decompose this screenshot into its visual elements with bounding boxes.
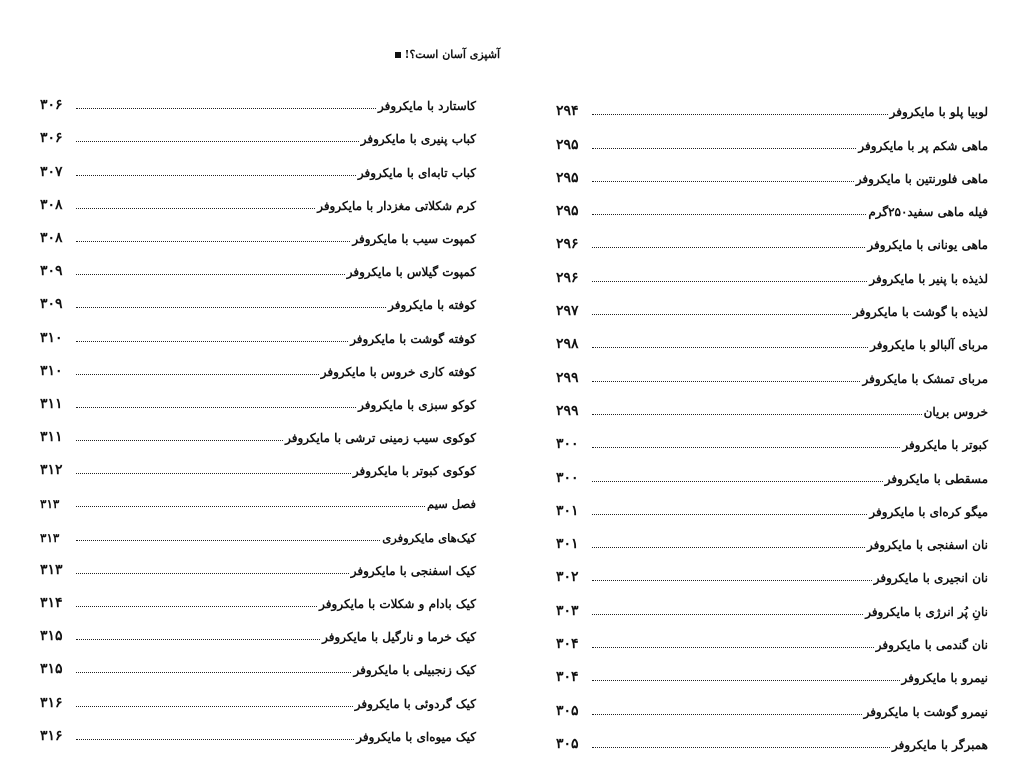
toc-entry-title: کیک زنجبیلی با مایکروفر (353, 663, 476, 678)
toc-entry-title: مربای تمشک با مایکروفر (862, 371, 988, 386)
toc-entry-title: خروس بریان (923, 404, 988, 419)
toc-entry-page-number: ۳۰۹ (40, 296, 63, 313)
dot-leader (592, 647, 874, 648)
toc-entry-page-number: ۲۹۶ (556, 269, 579, 286)
toc-entry-title: مسقطی با مایکروفر (884, 471, 988, 486)
dot-leader (76, 307, 386, 308)
toc-entry[interactable] (40, 146, 476, 179)
toc-entry-title: فصل سیم (427, 497, 476, 512)
toc-entry-page-number: ۳۱۲ (40, 462, 63, 479)
dot-leader (76, 606, 317, 607)
toc-entry-title: کوکوی سیب زمینی ترشی با مایکروفر (285, 431, 476, 446)
toc-entry-title: کیک اسفنجی با مایکروفر (350, 563, 476, 578)
toc-entry[interactable] (40, 279, 476, 312)
toc-entry-title: میگو کره‌ای با مایکروفر (869, 504, 988, 519)
toc-entry-page-number: ۳۰۳ (556, 602, 579, 619)
dot-leader (76, 540, 380, 541)
toc-entry-title: کرم شکلاتی مغزدار با مایکروفر (317, 198, 476, 213)
dot-leader (76, 639, 320, 640)
toc-column-left (40, 80, 476, 744)
dot-leader (592, 580, 872, 581)
toc-section-heading[interactable] (40, 478, 476, 511)
dot-leader (76, 175, 356, 176)
toc-entry[interactable] (556, 186, 988, 219)
dot-leader (76, 573, 349, 574)
toc-entry-page-number: ۳۰۵ (556, 702, 579, 719)
toc-entry[interactable] (40, 246, 476, 279)
toc-section-heading[interactable] (40, 511, 476, 544)
dot-leader (76, 473, 351, 474)
toc-entry-page-number: ۳۱۴ (40, 595, 63, 611)
toc-entry-title: کاستارد با مایکروفر (377, 99, 476, 114)
toc-entry-page-number: ۳۱۵ (40, 628, 63, 645)
toc-entry[interactable] (556, 419, 988, 452)
toc-entry-page-number: ۲۹۹ (556, 402, 579, 419)
toc-entry-title: نانِ پُر انرژی با مایکروفر (865, 604, 988, 619)
toc-entry-title: کوکوی کبوتر با مایکروفر (352, 464, 476, 479)
dot-leader (76, 208, 315, 209)
toc-entry-page-number: ۳۱۶ (40, 727, 63, 744)
toc-entry-title: ماهی شکم پر با مایکروفر (858, 138, 988, 153)
toc-entry[interactable] (556, 386, 988, 419)
toc-entry[interactable] (556, 86, 988, 119)
toc-entry-title: لذیذه با پنیر با مایکروفر (869, 271, 988, 286)
toc-entry[interactable] (556, 619, 988, 652)
toc-entry-page-number: ۲۹۸ (556, 336, 579, 353)
toc-column-right (556, 86, 988, 752)
dot-leader (76, 739, 354, 740)
toc-entry-title: کوفته با مایکروفر (388, 298, 476, 313)
toc-entry[interactable] (40, 711, 476, 744)
toc-entry-title: مربای آلبالو با مایکروفر (870, 338, 988, 353)
dot-leader (76, 341, 348, 342)
toc-entry-page-number: ۳۰۵ (556, 735, 579, 752)
toc-entry-title: لذیذه با گوشت با مایکروفر (852, 305, 988, 320)
dot-leader (592, 247, 865, 248)
toc-entry[interactable] (556, 719, 988, 752)
dot-leader (592, 614, 863, 615)
toc-entry-title: کیک گردوئی با مایکروفر (354, 696, 476, 711)
toc-entry[interactable] (556, 219, 988, 252)
toc-entry[interactable] (40, 379, 476, 412)
dot-leader (592, 214, 866, 215)
dot-leader (592, 547, 865, 548)
toc-entry-page-number: ۲۹۵ (556, 136, 579, 153)
toc-entry-title: لوبیا پلو با مایکروفر (889, 105, 988, 120)
toc-entry-title: کباب پنیری با مایکروفر (360, 132, 476, 147)
toc-entry[interactable] (40, 644, 476, 677)
dot-leader (76, 274, 345, 275)
header-title: آشپزی آسان است؟! (404, 48, 500, 61)
toc-entry-title: کوفته گوشت با مایکروفر (350, 331, 476, 346)
toc-entry-title: نیمرو با مایکروفر (901, 671, 988, 686)
toc-entry-page-number: ۳۰۸ (40, 229, 63, 246)
toc-entry-page-number: ۳۰۰ (556, 436, 579, 453)
toc-entry-title: نان اسفنجی با مایکروفر (867, 538, 988, 553)
toc-entry[interactable] (556, 519, 988, 552)
toc-entry-title: فیله ماهی سفید۲۵۰گرم (868, 205, 988, 220)
toc-entry-page-number: ۲۹۹ (556, 369, 579, 386)
toc-entry-page-number: ۳۱۱ (40, 429, 63, 446)
toc-entry[interactable] (40, 312, 476, 345)
dot-leader (592, 347, 868, 348)
dot-leader (76, 407, 356, 408)
toc-entry-page-number: ۳۰۴ (556, 669, 579, 686)
dot-leader (592, 414, 922, 415)
dot-leader (592, 514, 867, 515)
toc-entry-title: کیک خرما و نارگیل با مایکروفر (322, 630, 476, 645)
toc-entry-page-number: ۳۰۶ (40, 130, 63, 147)
toc-entry-title: کمپوت سیب با مایکروفر (352, 231, 476, 246)
toc-entry-page-number: ۲۹۴ (556, 103, 579, 120)
toc-entry-title: نان انجیری با مایکروفر (873, 571, 988, 586)
toc-entry[interactable] (556, 452, 988, 485)
toc-entry[interactable] (556, 153, 988, 186)
toc-entry[interactable] (40, 545, 476, 578)
dot-leader (592, 381, 860, 382)
toc-entry[interactable] (40, 346, 476, 379)
toc-entry-title: ماهی فلورنتین با مایکروفر (855, 171, 988, 186)
dot-leader (592, 481, 883, 482)
toc-entry[interactable] (556, 352, 988, 385)
dot-leader (592, 714, 862, 715)
dot-leader (592, 680, 900, 681)
toc-entry-page-number: ۲۹۷ (556, 303, 579, 320)
toc-entry[interactable] (40, 113, 476, 146)
toc-entry-title: کمپوت گیلاس با مایکروفر (346, 265, 476, 280)
toc-entry-title: نیمرو گوشت با مایکروفر (863, 704, 988, 719)
toc-entry[interactable] (556, 119, 988, 152)
running-header (386, 48, 500, 61)
toc-entry-page-number: ۲۹۶ (556, 236, 579, 253)
toc-entry-page-number: ۳۰۲ (556, 569, 579, 586)
toc-entry[interactable] (556, 685, 988, 718)
toc-entry-title: کیک میوه‌ای با مایکروفر (356, 729, 476, 744)
toc-entry-title: همبرگر با مایکروفر (891, 737, 988, 752)
toc-entry-title: کباب تابه‌ای با مایکروفر (357, 165, 476, 180)
toc-entry[interactable] (556, 585, 988, 618)
toc-entry[interactable] (40, 213, 476, 246)
header-square-bullet-icon (395, 52, 401, 58)
dot-leader (76, 374, 319, 375)
toc-entry-page-number: ۳۱۳ (40, 497, 60, 512)
toc-entry-title: نان گندمی با مایکروفر (875, 638, 988, 653)
toc-entry[interactable] (40, 611, 476, 644)
toc-entry-title: ماهی یونانی با مایکروفر (867, 238, 988, 253)
dot-leader (592, 314, 851, 315)
toc-entry-page-number: ۳۱۵ (40, 661, 63, 678)
dot-leader (76, 241, 350, 242)
dot-leader (592, 114, 888, 115)
dot-leader (76, 108, 376, 109)
toc-entry-page-number: ۳۱۳ (40, 561, 63, 578)
dot-leader (592, 747, 890, 748)
toc-entry-page-number: ۲۹۵ (556, 203, 579, 220)
dot-leader (76, 706, 353, 707)
toc-entry[interactable] (40, 677, 476, 710)
toc-entry-title: کیک‌های مایکروفری (382, 530, 476, 545)
dot-leader (592, 181, 854, 182)
toc-entry-page-number: ۳۰۹ (40, 263, 63, 280)
toc-entry-page-number: ۳۰۰ (556, 469, 579, 486)
dot-leader (76, 672, 351, 673)
toc-entry[interactable] (556, 319, 988, 352)
toc-entry[interactable] (40, 445, 476, 478)
toc-entry-page-number: ۳۰۴ (556, 636, 579, 653)
toc-entry-page-number: ۳۰۸ (40, 196, 63, 213)
toc-entry-title: کبوتر با مایکروفر (902, 438, 988, 453)
toc-entry-page-number: ۳۰۷ (40, 163, 63, 180)
toc-entry-page-number: ۲۹۵ (556, 169, 579, 186)
toc-entry[interactable] (556, 486, 988, 519)
toc-entry[interactable] (40, 180, 476, 213)
toc-entry-page-number: ۳۱۰ (40, 362, 63, 379)
toc-entry-page-number: ۳۰۶ (40, 97, 63, 114)
dot-leader (592, 148, 856, 149)
toc-entry[interactable] (556, 552, 988, 585)
toc-entry[interactable] (556, 652, 988, 685)
dot-leader (76, 506, 425, 507)
toc-entry-page-number: ۳۱۳ (40, 530, 60, 545)
toc-entry-title: کوکو سبزی با مایکروفر (358, 397, 476, 412)
toc-entry[interactable] (40, 578, 476, 611)
toc-entry-title: کیک بادام و شکلات با مایکروفر (319, 597, 476, 611)
toc-entry-page-number: ۳۱۰ (40, 329, 63, 346)
toc-entry[interactable] (556, 286, 988, 319)
dot-leader (76, 141, 359, 142)
toc-entry-title: کوفته کاری خروس با مایکروفر (320, 364, 476, 379)
toc-entry-page-number: ۳۰۱ (556, 502, 579, 519)
toc-entry-page-number: ۳۱۶ (40, 694, 63, 711)
dot-leader (592, 447, 900, 448)
toc-entry-page-number: ۳۱۱ (40, 395, 63, 412)
dot-leader (76, 440, 283, 441)
toc-entry[interactable] (556, 252, 988, 285)
toc-entry[interactable] (40, 80, 476, 113)
dot-leader (592, 281, 867, 282)
toc-entry[interactable] (40, 412, 476, 445)
toc-entry-page-number: ۳۰۱ (556, 536, 579, 553)
